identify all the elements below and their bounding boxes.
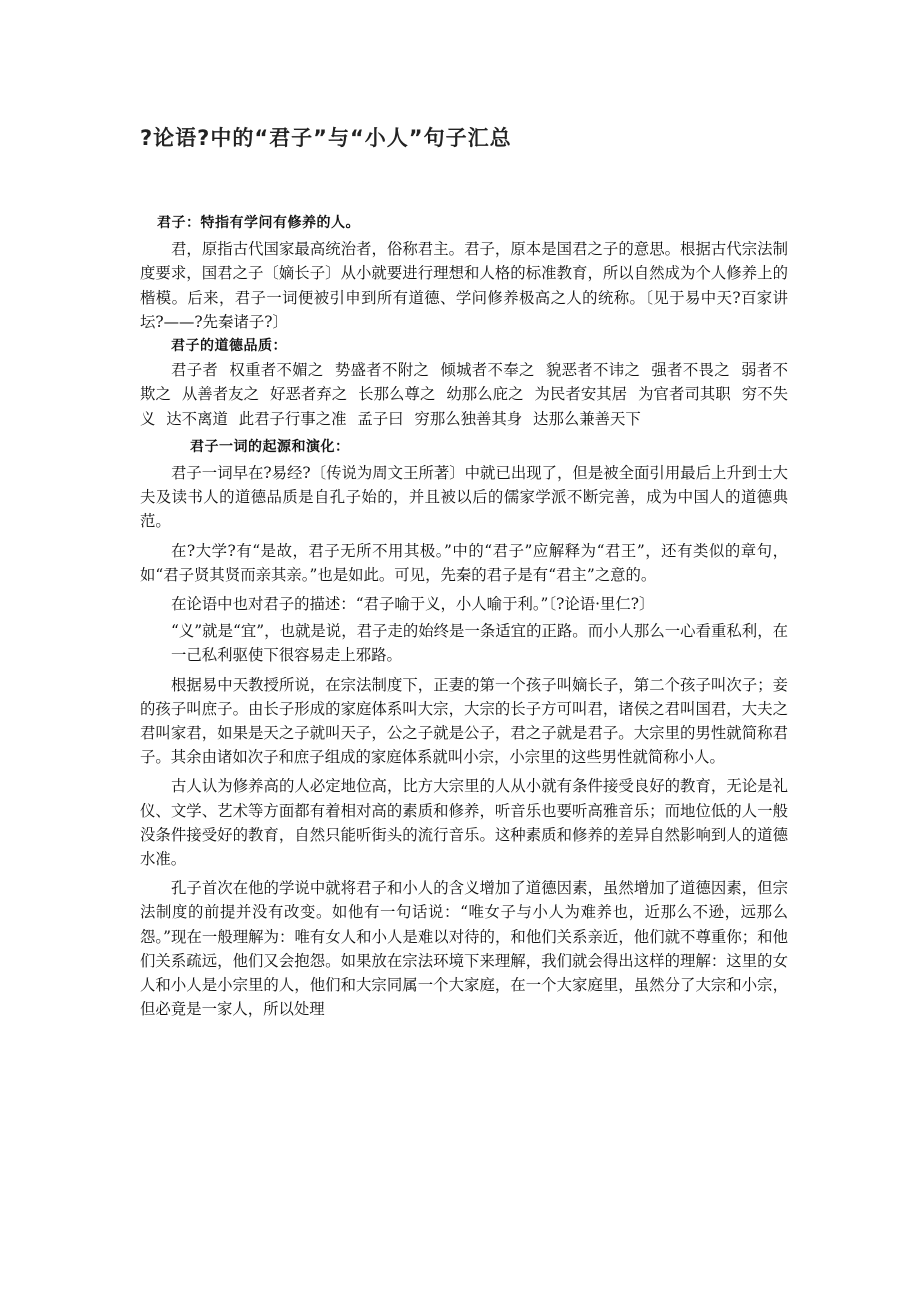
paragraph-quality: 君子者 权重者不媚之 势盛者不附之 倾城者不奉之 貌恶者不讳之 强者不畏之 弱者不欺之 从善者友之 好恶者弃之 长那么尊之 幼那么庇之 为民者安其居 为官者司其职 穷不失义 达不离道 此君子行事之准 孟子曰 穷那么独善其身 达那么兼善天下 xyxy=(140,361,788,428)
paragraph-definition: 君，原指古代国家最高统治者，俗称君主。君子，原本是国君之子的意思。根据古代宗法制度要求，国君之子〔嫡长子〕从小就要进行理想和人格的标准教育，所以自然成为个人修养上的楷模。后来，君子一词便被引申到所有道德、学问修养极高之人的统称。〔见于易中天?百家讲坛?——?先秦诸子?〕 xyxy=(140,240,788,331)
paragraph-origin-5: 根据易中天教授所说，在宗法制度下，正妻的第一个孩子叫嫡长子，第二个孩子叫次子；妾的孩子叫庶子。由长子形成的家庭体系叫大宗，大宗的长子方可叫君，诸侯之君叫国君，大夫之君叫家君，如果是天之子就叫天子，公之子就是公子，君之子就是君子。大宗里的男性就简称君子。其余由诸如次子和庶子组成的家庭体系就叫小宗，小宗里的这些男性就简称小人。 xyxy=(140,675,788,767)
paragraph-origin-3: 在论语中也对君子的描述：“君子喻于义，小人喻于利。”〔?论语·里仁?〕 xyxy=(171,595,655,614)
document-body xyxy=(140,211,788,1022)
section-heading-definition: 君子：特指有学问有修养的人。 xyxy=(157,215,360,231)
section-heading-origin: 君子一词的起源和演化： xyxy=(190,438,350,455)
section-heading-quality: 君子的道德品质： xyxy=(171,338,287,355)
paragraph-origin-6: 古人认为修养高的人必定地位高，比方大宗里的人从小就有条件接受良好的教育，无论是礼仪、文学、艺术等方面都有着相对高的素质和修养，听音乐也要听高雅音乐；而地位低的人一般没条件接受好的教育，自然只能听街头的流行音乐。这种素质和修养的差异自然影响到人的道德水准。 xyxy=(140,777,788,869)
paragraph-origin-7: 孔子首次在他的学说中就将君子和小人的含义增加了道德因素，虽然增加了道德因素，但宗法制度的前提并没有改变。如他有一句话说：“唯女子与小人为难养也，近那么不逊，远那么怨。”现在一般理解为：唯有女人和小人是难以对待的，和他们关系亲近，他们就不尊重你；和他们关系疏远，他们又会抱怨。如果放在宗法环境下来理解，我们就会得出这样的理解：这里的女人和小人是小宗里的人，他们和大宗同属一个大家庭，在一个大家庭里，虽然分了大宗和小宗，但必竟是一家人，所以处理 xyxy=(140,879,788,1019)
paragraph-origin-4: “义”就是“宜”，也就是说，君子走的始终是一条适宜的正路。而小人那么一心看重私利，在一己私利驱使下很容易走上邪路。 xyxy=(171,622,788,665)
paragraph-origin-1: 君子一词早在?易经?〔传说为周文王所著〕中就已出现了，但是被全面引用最后上升到士大夫及读书人的道德品质是自孔子始的，并且被以后的儒家学派不断完善，成为中国人的道德典范。 xyxy=(140,464,788,531)
paragraph-origin-2: 在?大学?有“是故，君子无所不用其极。”中的“君子”应解释为“君王”，还有类似的章句，如“君子贤其贤而亲其亲。”也是如此。可见，先秦的君子是有“君主”之意的。 xyxy=(140,541,788,584)
document-title: ?论语?中的“君子”与“小人”句子汇总 xyxy=(140,126,512,150)
